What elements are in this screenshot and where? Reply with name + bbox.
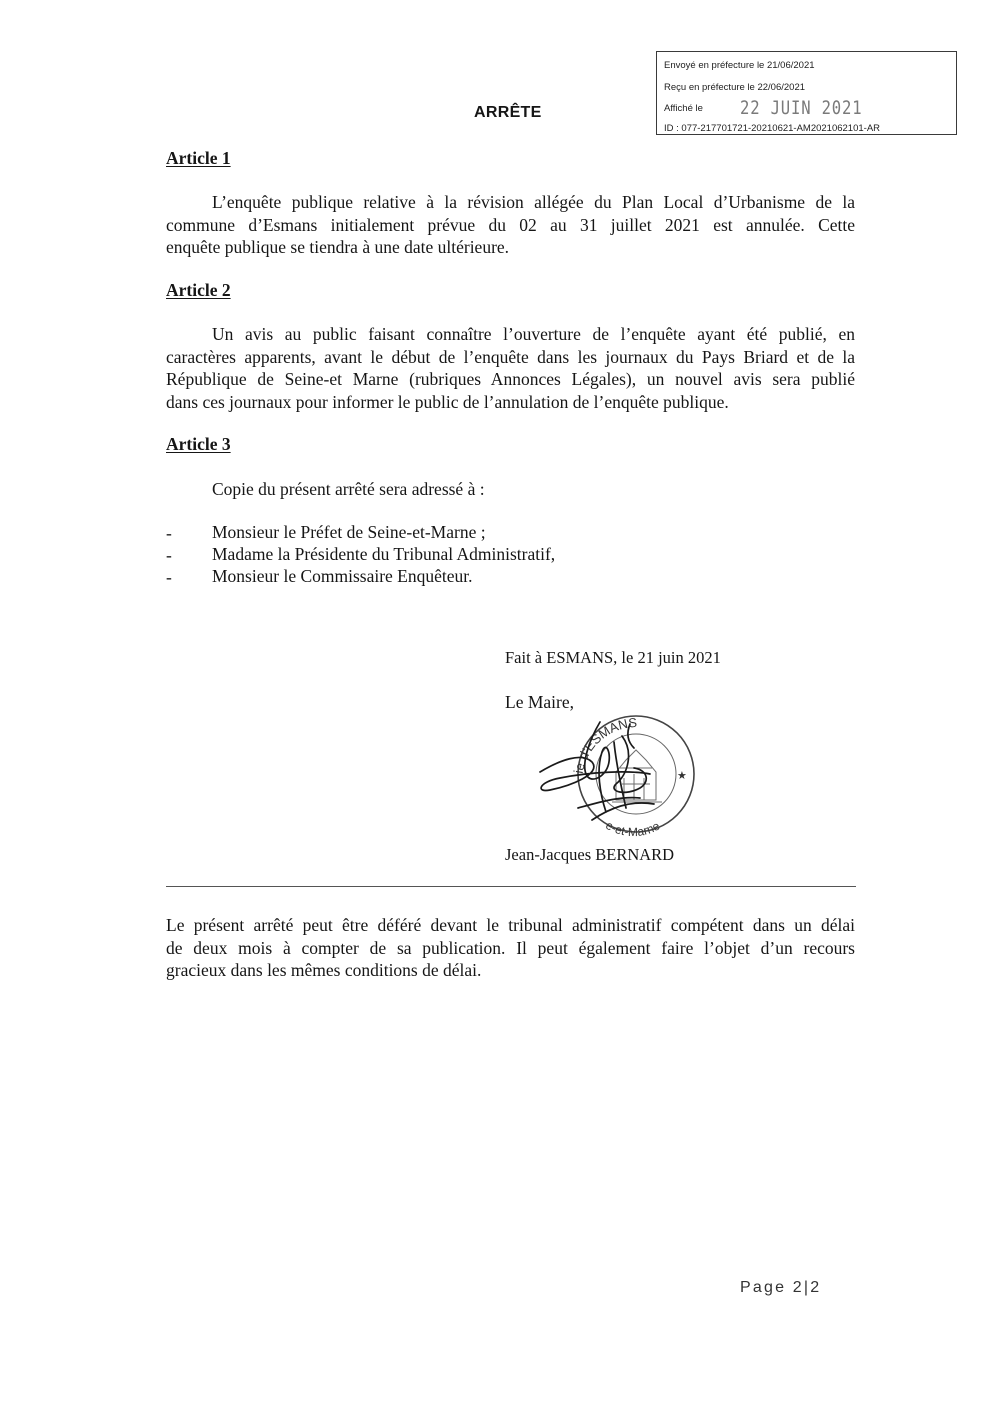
prefecture-stamp-box [656,51,957,135]
legal-notice-line: de deux mois à compter de sa publication. Il peut également faire l’objet d’un recours [166,937,855,958]
legal-notice [166,914,855,982]
recipient-item: Monsieur le Commissaire Enquêteur. [212,566,473,586]
legal-notice-line: gracieux dans les mêmes conditions de délai. [166,960,482,980]
seal-top-text: ie d'ESMANS [570,714,638,775]
svg-text:★: ★ [677,769,687,782]
article-2-line: République de Seine-et Marne (rubriques Annonces Légales), un nouvel avis sera publié [166,369,855,389]
mayor-title: Le Maire, [505,692,574,712]
posted-date-stamp: 22 JUIN 2021 [740,97,863,119]
article-2-heading: Article 2 [166,280,231,300]
article-2-line: caractères apparents, avant le début de l’enquête dans les journaux du Pays Briard et de la [166,346,855,367]
document-title: ARRÊTE [474,104,542,121]
legal-notice-line: Le présent arrêté peut être déféré devant le tribunal administratif compétent dans un délai [166,915,855,935]
sent-to-prefecture-text: Envoyé en préfecture le 21/06/2021 [664,60,815,71]
article-3-heading: Article 3 [166,434,231,454]
mayor-name: Jean-Jacques BERNARD [505,845,675,864]
mayor-seal-and-signature-image [530,712,705,837]
signature-and-seal [530,712,705,837]
article-1-line: enquête publique se tiendra à une date ultérieure. [166,237,510,257]
article-1-heading: Article 1 [166,148,231,168]
article-1-line: L’enquête publique relative à la révision allégée du Plan Local d’Urbanisme de la [212,192,855,212]
seal-bottom-text: e-et-Marne [603,818,663,837]
bullet-dash: - [166,523,172,543]
recipient-item: Monsieur le Préfet de Seine-et-Marne ; [212,522,486,542]
bullet-dash: - [166,545,172,565]
page-number: Page 2|2 [740,1279,822,1296]
place-and-date: Fait à ESMANS, le 21 juin 2021 [505,648,721,667]
posted-label [664,97,863,119]
article-1-line: commune d’Esmans initialement prévue du 02 au 31 juillet 2021 est annulée. Cette [166,214,855,235]
article-3-intro: Copie du présent arrêté sera adressé à : [212,479,485,499]
article-2-line: dans ces journaux pour informer le public de l’annulation de l’enquête publique. [166,391,729,412]
article-1-text [166,191,855,259]
article-2-line: Un avis au public faisant connaître l’ouverture de l’enquête ayant été publié, en [212,324,855,344]
bullet-dash: - [166,567,172,587]
posted-label-text: Affiché le [664,103,703,114]
article-2-text [166,323,855,413]
received-in-prefecture-text: Reçu en préfecture le 22/06/2021 [664,82,806,93]
recipient-item: Madame la Présidente du Tribunal Administratif, [212,544,556,564]
prefecture-id-text: ID : 077-217701721-20210621-AM2021062101-AR [664,123,881,134]
horizontal-divider [166,886,856,887]
